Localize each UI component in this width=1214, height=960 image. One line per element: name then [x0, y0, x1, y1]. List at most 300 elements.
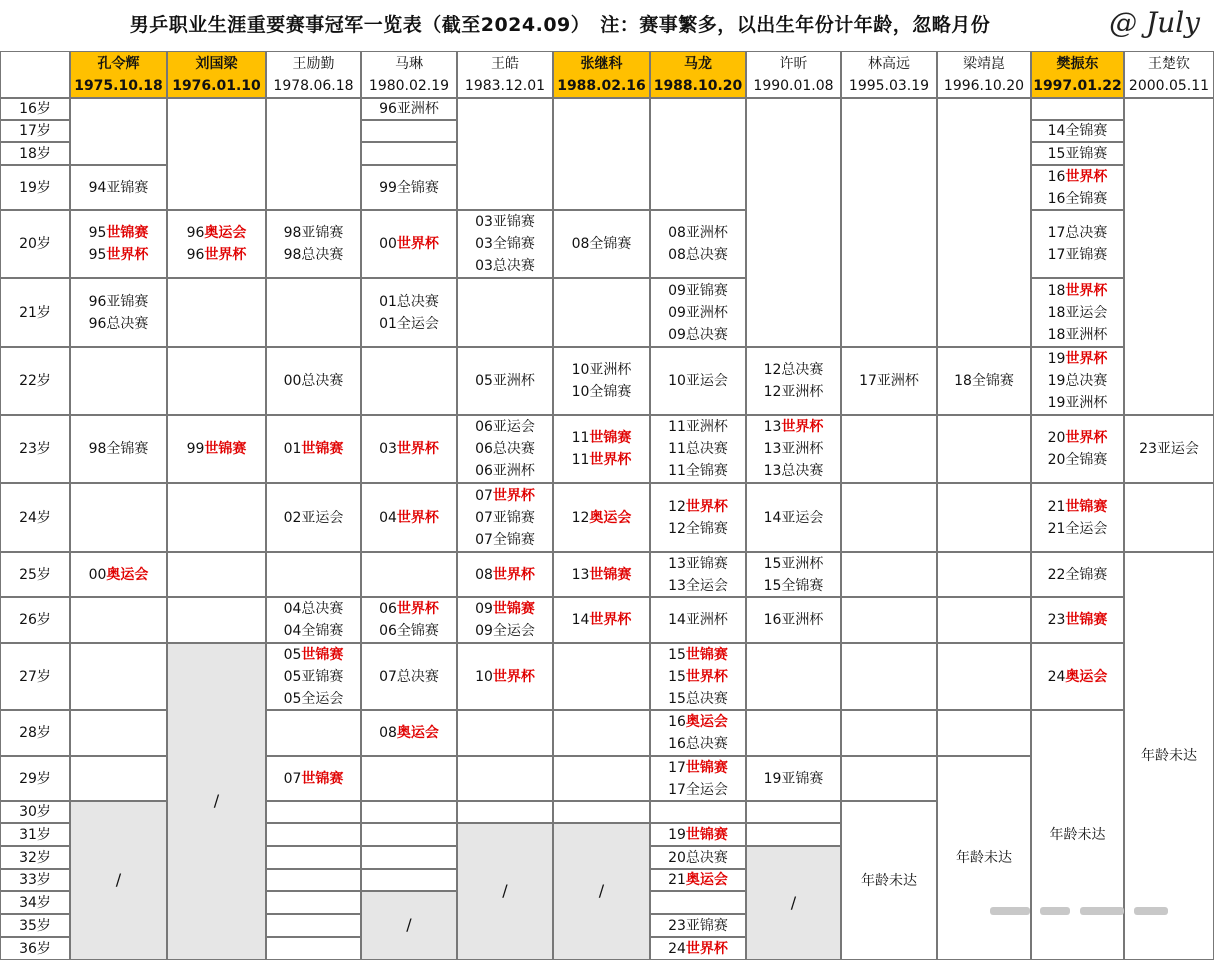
major-event-text: 世锦赛 — [1065, 612, 1108, 628]
title-line — [668, 438, 728, 460]
empty-cell — [1124, 98, 1214, 415]
event-text: 17总决赛 — [1047, 225, 1108, 241]
event-text: 05全运会 — [283, 690, 344, 707]
major-event-text: 世界杯 — [781, 419, 824, 435]
major-event-text: 世界杯 — [1065, 168, 1108, 185]
champion-cell — [266, 756, 361, 801]
empty-cell — [1124, 483, 1214, 552]
event-text: 19亚锦赛 — [763, 770, 824, 787]
event-text: / — [502, 881, 508, 900]
event-text: 10亚运会 — [668, 373, 728, 389]
title-line — [1048, 324, 1108, 346]
empty-cell — [266, 937, 361, 960]
empty-cell — [937, 597, 1031, 643]
player-header — [841, 51, 937, 98]
empty-cell — [841, 483, 937, 552]
champion-cell — [361, 710, 457, 756]
champion-cell — [650, 823, 746, 846]
event-text: / — [598, 881, 605, 900]
event-text: 06亚洲杯 — [475, 463, 535, 479]
champion-cell — [167, 210, 266, 278]
title-line — [284, 768, 344, 790]
empty-cell — [361, 552, 457, 597]
event-text: 15亚洲杯 — [763, 555, 824, 572]
title-line — [284, 244, 344, 266]
empty-cell — [167, 597, 266, 643]
empty-cell — [266, 278, 361, 347]
champion-cell — [746, 846, 841, 960]
champion-cell — [361, 643, 457, 710]
title-line — [475, 666, 535, 688]
title-line — [284, 370, 344, 392]
title-line — [475, 438, 535, 460]
age-label: 17岁 — [0, 120, 70, 142]
player-birthdate: 1988.10.20 — [653, 77, 743, 94]
event-text: 04全锦赛 — [283, 623, 344, 639]
empty-cell — [746, 823, 841, 846]
event-text: / — [115, 870, 122, 889]
champion-cell — [457, 415, 553, 483]
major-event-text: 世锦赛 — [204, 441, 247, 457]
title-line — [668, 553, 728, 575]
event-text: 16 — [1047, 168, 1066, 185]
title-line — [475, 529, 535, 551]
major-event-text: 世锦赛 — [1065, 498, 1108, 515]
major-event-text: 世锦赛 — [301, 441, 344, 457]
event-text: 14全锦赛 — [1047, 123, 1108, 139]
title-line — [379, 177, 439, 199]
empty-cell — [841, 415, 937, 483]
empty-cell — [457, 756, 553, 801]
title-line — [89, 222, 149, 244]
champion-cell — [70, 278, 167, 347]
event-text: 06全锦赛 — [379, 623, 439, 639]
title-line — [859, 370, 919, 392]
champion-cell — [1031, 165, 1124, 210]
event-text: 98总决赛 — [283, 247, 344, 263]
event-text: 10全锦赛 — [571, 384, 632, 400]
empty-cell — [937, 98, 1031, 347]
title-line — [764, 553, 824, 575]
empty-cell — [266, 98, 361, 210]
title-line — [572, 507, 632, 529]
champion-cell — [1031, 415, 1124, 483]
champion-cell — [361, 415, 457, 483]
champion-cell — [650, 846, 746, 869]
player-birthdate: 1995.03.19 — [848, 77, 930, 94]
empty-cell — [553, 801, 650, 823]
champion-cell — [70, 165, 167, 210]
empty-cell — [937, 483, 1031, 552]
event-text: 10亚洲杯 — [571, 362, 632, 378]
event-text: 年龄未达 — [956, 850, 1012, 866]
event-text: 24 — [1047, 668, 1066, 685]
signature: @ July — [1109, 6, 1200, 39]
title-line — [1139, 438, 1199, 460]
champion-cell — [553, 210, 650, 278]
event-text: 16全锦赛 — [1047, 190, 1108, 207]
age-label: 21岁 — [0, 278, 70, 347]
event-text: 21 — [1047, 498, 1066, 515]
title-line — [956, 847, 1012, 869]
champion-cell — [650, 278, 746, 347]
title-line — [379, 598, 439, 620]
champion-cell — [457, 597, 553, 643]
title-line — [764, 768, 824, 790]
event-text: 16总决赛 — [668, 736, 728, 752]
event-text: 07 — [475, 487, 493, 504]
title-line — [1048, 120, 1108, 142]
title-line — [475, 460, 535, 482]
event-text: 03总决赛 — [475, 258, 535, 274]
age-label: 33岁 — [0, 869, 70, 891]
event-text: 94亚锦赛 — [88, 179, 149, 196]
event-text: 06总决赛 — [475, 441, 535, 457]
event-text: 07全锦赛 — [475, 531, 535, 548]
champion-cell — [650, 483, 746, 552]
event-text: 15全锦赛 — [763, 577, 824, 594]
empty-cell — [457, 98, 553, 210]
empty-cell — [266, 801, 361, 823]
title-line — [1048, 609, 1108, 631]
event-text: 18亚洲杯 — [1047, 326, 1108, 343]
champion-cell — [937, 756, 1031, 960]
empty-cell — [70, 756, 167, 801]
event-text: 96总决赛 — [88, 315, 149, 332]
player-name: 王励勤 — [292, 55, 335, 72]
title-line — [379, 313, 439, 335]
event-text: 22全锦赛 — [1047, 566, 1108, 583]
major-event-text: 奥运会 — [204, 225, 247, 241]
event-text: 14亚洲杯 — [668, 612, 728, 628]
event-text: 20总决赛 — [668, 849, 728, 866]
event-text: 20全锦赛 — [1047, 452, 1108, 468]
event-text: 17亚洲杯 — [859, 373, 919, 389]
champion-cell — [70, 415, 167, 483]
event-text: 17全运会 — [668, 781, 728, 798]
title-line — [1048, 564, 1108, 586]
title-line — [187, 222, 247, 244]
event-text: 99全锦赛 — [379, 179, 439, 196]
title-line — [379, 620, 439, 642]
major-event-text: 世界杯 — [589, 612, 632, 628]
champion-cell — [553, 823, 650, 960]
champion-cell — [650, 597, 746, 643]
empty-cell — [266, 846, 361, 869]
champion-cell — [650, 710, 746, 756]
table-corner — [0, 51, 70, 98]
major-event-text: 世锦赛 — [685, 826, 728, 843]
empty-cell — [553, 710, 650, 756]
title-line — [475, 255, 535, 277]
champion-cell — [1031, 120, 1124, 142]
title-line — [475, 416, 535, 438]
event-text: 99 — [186, 441, 205, 457]
event-text: 13 — [763, 419, 782, 435]
champion-cell — [650, 869, 746, 891]
player-header — [553, 51, 650, 98]
title-line — [764, 416, 824, 438]
major-event-text: 奥运会 — [396, 725, 439, 741]
champion-cell — [553, 483, 650, 552]
empty-cell — [746, 710, 841, 756]
champion-cell — [361, 165, 457, 210]
empty-cell — [937, 643, 1031, 710]
title-line — [475, 485, 535, 507]
champion-cell — [266, 643, 361, 710]
title-line — [764, 438, 824, 460]
event-text: 07总决赛 — [379, 668, 439, 685]
champion-cell — [650, 210, 746, 278]
champion-cell — [746, 483, 841, 552]
title-line — [475, 370, 535, 392]
champion-cell — [457, 643, 553, 710]
event-text: 95 — [88, 247, 107, 263]
title-line — [89, 564, 149, 586]
champion-cell — [361, 483, 457, 552]
title-line — [379, 233, 439, 255]
title-line — [1050, 824, 1106, 846]
major-event-text: 奥运会 — [589, 509, 632, 526]
title-line — [379, 666, 439, 688]
age-label: 36岁 — [0, 937, 70, 960]
title-line — [668, 460, 728, 482]
title-line — [1048, 666, 1108, 688]
title-line — [1048, 449, 1108, 471]
empty-cell — [266, 891, 361, 914]
title-line — [668, 222, 728, 244]
event-text: 96亚锦赛 — [88, 293, 149, 310]
event-text: 06亚运会 — [475, 419, 535, 435]
title-line — [1048, 392, 1108, 414]
empty-cell — [937, 552, 1031, 597]
title-line — [668, 757, 728, 779]
title-line — [572, 381, 632, 403]
major-event-text: 奥运会 — [106, 566, 149, 583]
title-line — [572, 564, 632, 586]
empty-cell — [361, 756, 457, 801]
title-line — [1048, 518, 1108, 540]
title-line — [668, 915, 728, 937]
player-birthdate: 1980.02.19 — [368, 77, 450, 94]
title-line — [572, 427, 632, 449]
age-label: 25岁 — [0, 552, 70, 597]
event-text: 11全锦赛 — [668, 463, 728, 479]
champion-cell — [1031, 552, 1124, 597]
champion-cell — [841, 801, 937, 960]
event-text: 13全运会 — [668, 577, 728, 594]
major-event-text: 世界杯 — [106, 247, 149, 263]
event-text: 98全锦赛 — [88, 441, 149, 457]
title-line — [668, 496, 728, 518]
event-text: 03全锦赛 — [475, 236, 535, 252]
major-event-text: 世界杯 — [204, 247, 247, 263]
champion-cell — [361, 98, 457, 120]
player-name: 张继科 — [580, 55, 623, 72]
empty-cell — [841, 643, 937, 710]
champion-cell — [1124, 415, 1214, 483]
event-text: 08亚洲杯 — [668, 225, 728, 241]
player-header — [457, 51, 553, 98]
empty-cell — [167, 552, 266, 597]
event-text: 12全锦赛 — [668, 520, 728, 537]
champion-cell — [70, 801, 167, 960]
event-text: 16 — [668, 714, 686, 730]
champion-cell — [650, 914, 746, 937]
event-text: 06 — [379, 601, 397, 617]
major-event-text: 世界杯 — [685, 668, 728, 685]
table-header — [0, 0, 1214, 50]
champion-cell — [553, 552, 650, 597]
title-line — [284, 666, 344, 688]
event-text: 09 — [475, 601, 493, 617]
event-text: 01总决赛 — [379, 293, 439, 310]
major-event-text: 奥运会 — [685, 714, 728, 730]
empty-cell — [167, 278, 266, 347]
major-event-text: 世界杯 — [1065, 351, 1108, 367]
champion-cell — [746, 415, 841, 483]
champion-cell — [70, 210, 167, 278]
champion-cell — [650, 347, 746, 415]
player-birthdate: 1983.12.01 — [464, 77, 546, 94]
title-line — [599, 880, 604, 903]
title-line — [1141, 745, 1197, 767]
empty-cell — [70, 483, 167, 552]
empty-cell — [841, 710, 937, 756]
title-line — [572, 359, 632, 381]
title-line — [764, 359, 824, 381]
title-line — [791, 892, 796, 915]
event-text: / — [790, 892, 797, 912]
title-line — [1048, 280, 1108, 302]
empty-cell — [266, 914, 361, 937]
event-text: 11 — [571, 430, 590, 446]
title-line — [764, 507, 824, 529]
empty-cell — [70, 710, 167, 756]
title-line — [475, 507, 535, 529]
event-text: 01全运会 — [379, 315, 439, 332]
title-line — [1048, 302, 1108, 324]
champion-cell — [361, 891, 457, 960]
title-line — [379, 507, 439, 529]
title-line — [668, 869, 728, 891]
event-text: 09亚锦赛 — [668, 282, 728, 299]
event-text: 03 — [379, 441, 397, 457]
title-line — [475, 211, 535, 233]
page-title: 男乒职业生涯重要赛事冠军一览表（截至2024.09） 注：赛事繁多，以出生年份计年龄，忽略月份 — [129, 14, 991, 36]
empty-cell — [457, 278, 553, 347]
champion-cell — [1031, 643, 1124, 710]
champion-cell — [167, 643, 266, 960]
champion-cell — [70, 552, 167, 597]
major-event-text: 世锦赛 — [106, 225, 149, 241]
empty-cell — [361, 823, 457, 846]
empty-cell — [361, 142, 457, 165]
event-text: 年龄未达 — [861, 872, 917, 889]
player-header — [70, 51, 167, 98]
event-text: 23 — [1047, 612, 1066, 628]
empty-cell — [266, 869, 361, 891]
major-event-text: 世界杯 — [1065, 430, 1108, 446]
player-name: 刘国梁 — [195, 55, 238, 72]
title-line — [1048, 348, 1108, 370]
player-birthdate: 1988.02.16 — [557, 77, 646, 94]
event-text: 03亚锦赛 — [475, 214, 535, 230]
player-birthdate: 2000.05.11 — [1128, 77, 1210, 94]
event-text: 96亚洲杯 — [379, 101, 439, 117]
age-label: 19岁 — [0, 165, 70, 210]
player-name: 樊振东 — [1056, 55, 1099, 72]
title-line — [284, 438, 344, 460]
champion-cell — [457, 552, 553, 597]
event-text: 96 — [186, 225, 205, 241]
player-name: 马琳 — [395, 55, 423, 72]
title-line — [668, 938, 728, 960]
title-line — [668, 416, 728, 438]
champion-cell — [457, 823, 553, 960]
title-line — [284, 688, 344, 710]
event-text: 12亚洲杯 — [763, 384, 824, 400]
age-label: 29岁 — [0, 756, 70, 801]
empty-cell — [650, 98, 746, 210]
player-name: 林高远 — [868, 55, 910, 72]
event-text: 15总决赛 — [668, 690, 728, 707]
event-text: 05亚洲杯 — [475, 373, 535, 389]
empty-cell — [746, 643, 841, 710]
event-text: 96 — [186, 247, 205, 263]
event-text: 04 — [379, 509, 397, 526]
empty-cell — [167, 483, 266, 552]
event-text: 09全运会 — [475, 623, 535, 639]
empty-cell — [937, 415, 1031, 483]
event-text: 18亚运会 — [1047, 304, 1108, 321]
event-text: 07亚锦赛 — [475, 509, 535, 526]
empty-cell — [361, 869, 457, 891]
title-line — [1048, 188, 1108, 210]
event-text: 12 — [668, 498, 686, 515]
empty-cell — [167, 347, 266, 415]
age-label: 26岁 — [0, 597, 70, 643]
age-label: 28岁 — [0, 710, 70, 756]
event-text: 08总决赛 — [668, 247, 728, 263]
title-line — [764, 609, 824, 631]
major-event-text: 奥运会 — [1065, 668, 1108, 685]
event-text: 00 — [379, 236, 397, 252]
champion-cell — [266, 597, 361, 643]
empty-cell — [361, 347, 457, 415]
champion-cell — [1031, 483, 1124, 552]
title-line — [475, 564, 535, 586]
event-text: 08 — [379, 725, 397, 741]
empty-cell — [841, 756, 937, 801]
title-line — [475, 620, 535, 642]
major-event-text: 世界杯 — [396, 441, 439, 457]
event-text: 19 — [668, 826, 686, 843]
major-event-text: 世锦赛 — [301, 646, 344, 663]
event-text: 17亚锦赛 — [1047, 247, 1108, 263]
player-header — [650, 51, 746, 98]
empty-cell — [167, 98, 266, 210]
player-birthdate: 1996.10.20 — [943, 77, 1025, 94]
age-label: 23岁 — [0, 415, 70, 483]
event-text: 13亚锦赛 — [668, 555, 728, 572]
event-text: 13 — [571, 566, 590, 583]
event-text: 05 — [283, 646, 302, 663]
title-line — [284, 644, 344, 666]
event-text: 年龄未达 — [1141, 748, 1197, 764]
major-event-text: 世界杯 — [492, 487, 535, 504]
event-text: 21 — [668, 872, 686, 888]
